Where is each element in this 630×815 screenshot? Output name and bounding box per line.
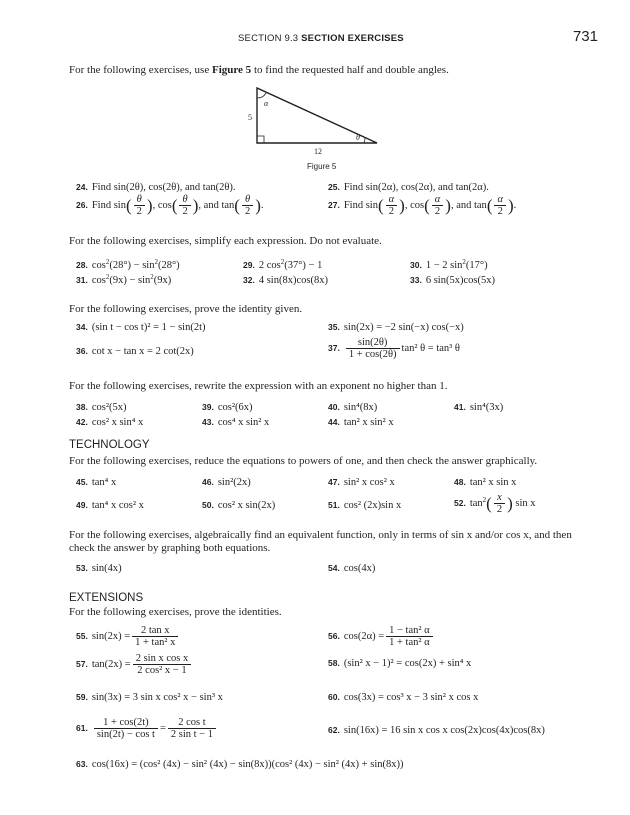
exercise-32: 32. 4 sin(8x)cos(8x): [243, 275, 328, 286]
fraction: $\frac{\alpha}{2}$: [432, 194, 444, 217]
figure-caption: Figure 5: [307, 162, 337, 171]
exercise-42: 42. cos² x sin⁴ x: [76, 417, 144, 428]
exercise-54: 54. cos(4x): [328, 563, 376, 574]
fraction: $\frac{\alpha}{2}$: [386, 194, 398, 217]
exercise-number: 25.: [328, 182, 340, 192]
exercise-58: 58. (sin² x − 1)² = cos(2x) + sin⁴ x: [328, 658, 472, 669]
fraction: $\frac{\theta}{2}$: [134, 194, 145, 217]
running-header: [238, 33, 404, 44]
exercise-text: , cos: [404, 199, 425, 211]
exercise-38: 38. cos²(5x): [76, 402, 127, 413]
exercise-26: 26. Find sin( $\frac{\theta}{2}$ ), cos( $\frac{\theta}{2}$ ), and tan( $\frac{\theta}{2}$ ).: [76, 194, 264, 218]
exercise-29: 29. 2 $\cos^2(37^\circ) - 1$: [243, 258, 323, 271]
fraction: $\frac{\theta}{2}$: [179, 194, 190, 217]
exercise-61: 61. $\frac{1 + \cos(2t)}{\text{sin(2t) − cos t}}$ = $\frac{\text{2 cos t}}{\text{2 sin t − 1}}$: [76, 717, 218, 740]
exercise-text: , and tan: [450, 199, 487, 211]
fraction: $\frac{\alpha}{2}$: [494, 194, 506, 217]
extensions-instruction: For the following exercises, prove the identities.: [69, 606, 282, 618]
exercise-45: 45. tan⁴ x: [76, 477, 117, 488]
section-title: SECTION EXERCISES: [301, 33, 404, 44]
angle-alpha-label: α: [264, 99, 269, 108]
exercise-number: 27.: [328, 199, 340, 210]
simplify-instruction: For the following exercises, simplify each expression. Do not evaluate.: [69, 235, 382, 247]
exercise-28: 28. $\cos^2(28^\circ) - \sin^2(28^\circ)$: [76, 258, 180, 271]
exercise-55: 55. sin(2x) = $\frac{\text{2 tan x}}{\text{1 + tan² x}}$: [76, 625, 180, 648]
exercise-50: 50. cos² x sin(2x): [202, 500, 276, 511]
exercise-59: 59. sin(3x) = 3 sin x cos² x − sin³ x: [76, 692, 223, 703]
exercise-52: 52. $\tan^2$( $\frac{x}{2}$ ) sin x: [454, 492, 536, 516]
exercise-text: , and tan: [198, 199, 235, 211]
exercise-41: 41. sin⁴(3x): [454, 402, 504, 413]
exercise-46: 46. sin²(2x): [202, 477, 251, 488]
exercise-text: , cos: [152, 199, 172, 211]
exercise-63: 63. cos(16x) = (cos² (4x) − sin² (4x) − sin(8x))(cos² (4x) − sin² (4x) + sin(8x)): [76, 759, 404, 770]
exercise-49: 49. tan⁴ x cos² x: [76, 500, 144, 511]
vertical-side-label: 5: [248, 113, 252, 122]
exercise-57: 57. tan(2x) = $\frac{\text{2 sin x cos x}}{\text{2 cos² x − 1}}$: [76, 653, 193, 676]
exercise-31: 31. $\cos^2(9x) - \sin^2(9x)$: [76, 273, 172, 286]
exercise-text: Find sin(2α), cos(2α), and tan(2α).: [343, 182, 489, 193]
exercise-60: 60. cos(3x) = cos³ x − 3 sin² x cos x: [328, 692, 479, 703]
exercise-text: Find sin: [343, 199, 378, 211]
instruction-text: For the following exercises, use: [69, 64, 212, 76]
technology-instruction-2b: check the answer by graphing both equations.: [69, 542, 271, 554]
exercise-51: 51. cos² (2x)sin x: [328, 500, 402, 511]
figure-reference: Figure 5: [211, 64, 252, 76]
angle-theta-label: θ: [356, 133, 360, 142]
triangle-figure: [240, 84, 390, 164]
extensions-heading: EXTENSIONS: [69, 592, 144, 604]
exercise-44: 44. tan² x sin² x: [328, 417, 394, 428]
figure-instruction: [69, 64, 449, 76]
exercise-34: 34. (sin t − cos t)² = 1 − sin(2t): [76, 322, 206, 333]
technology-instruction: For the following exercises, reduce the equations to powers of one, and then check the answer graphically.: [69, 455, 538, 467]
exercise-text: Find sin: [91, 199, 126, 211]
instruction-text: to find the requested half and double angles.: [251, 64, 449, 76]
prove-instruction: For the following exercises, prove the identity given.: [69, 303, 303, 315]
exercise-27: 27. Find sin( $\frac{\alpha}{2}$ ), cos( $\frac{\alpha}{2}$ ), and tan( $\frac{\alpha}{2}$ ).: [328, 194, 517, 218]
exercise-40: 40. sin⁴(8x): [328, 402, 378, 413]
exercise-33: 33. 6 sin(5x)cos(5x): [410, 275, 495, 286]
exercise-43: 43. cos⁴ x sin² x: [202, 417, 270, 428]
technology-instruction-2a: For the following exercises, algebraically find an equivalent function, only in terms of sin x and/or cos x, and then: [69, 529, 572, 541]
horizontal-side-label: 12: [314, 147, 322, 156]
exercise-47: 47. sin² x cos² x: [328, 477, 395, 488]
exercise-35: 35. sin(2x) = −2 sin(−x) cos(−x): [328, 322, 464, 333]
technology-heading: TECHNOLOGY: [69, 439, 150, 451]
exercise-36: 36. cot x − tan x = 2 cot(2x): [76, 346, 194, 357]
exercise-number: 26.: [76, 199, 88, 210]
exercise-text: Find sin(2θ), cos(2θ), and tan(2θ).: [91, 182, 236, 193]
section-number: SECTION 9.3: [238, 33, 299, 44]
exercise-62: 62. sin(16x) = 16 sin x cos x cos(2x)cos(4x)cos(8x): [328, 725, 545, 736]
fraction: $\frac{\theta}{2}$: [242, 194, 253, 217]
right-angle-mark: [257, 136, 264, 143]
exercise-48: 48. tan² x sin x: [454, 477, 517, 488]
exercise-25: [328, 182, 489, 193]
exercise-39: 39. cos²(6x): [202, 402, 253, 413]
exercise-30: 30. 1 − 2 $\sin^2(17^\circ)$: [410, 258, 488, 271]
exercise-24: [76, 182, 236, 193]
alpha-arc: [257, 93, 266, 98]
exercise-37: 37. $\frac{\sin(2\theta)}{1 + \cos(2\theta)}$ tan² θ = tan³ θ: [328, 337, 460, 361]
exercise-56: 56. cos(2α) = $\frac{\text{1 − tan² α}}{\text{1 + tan² α}}$: [328, 625, 435, 648]
exercise-number: 24.: [76, 182, 88, 192]
rewrite-instruction: For the following exercises, rewrite the expression with an exponent no higher than 1.: [69, 380, 448, 392]
exercise-53: 53. sin(4x): [76, 563, 122, 574]
page-number: 731: [572, 28, 598, 45]
